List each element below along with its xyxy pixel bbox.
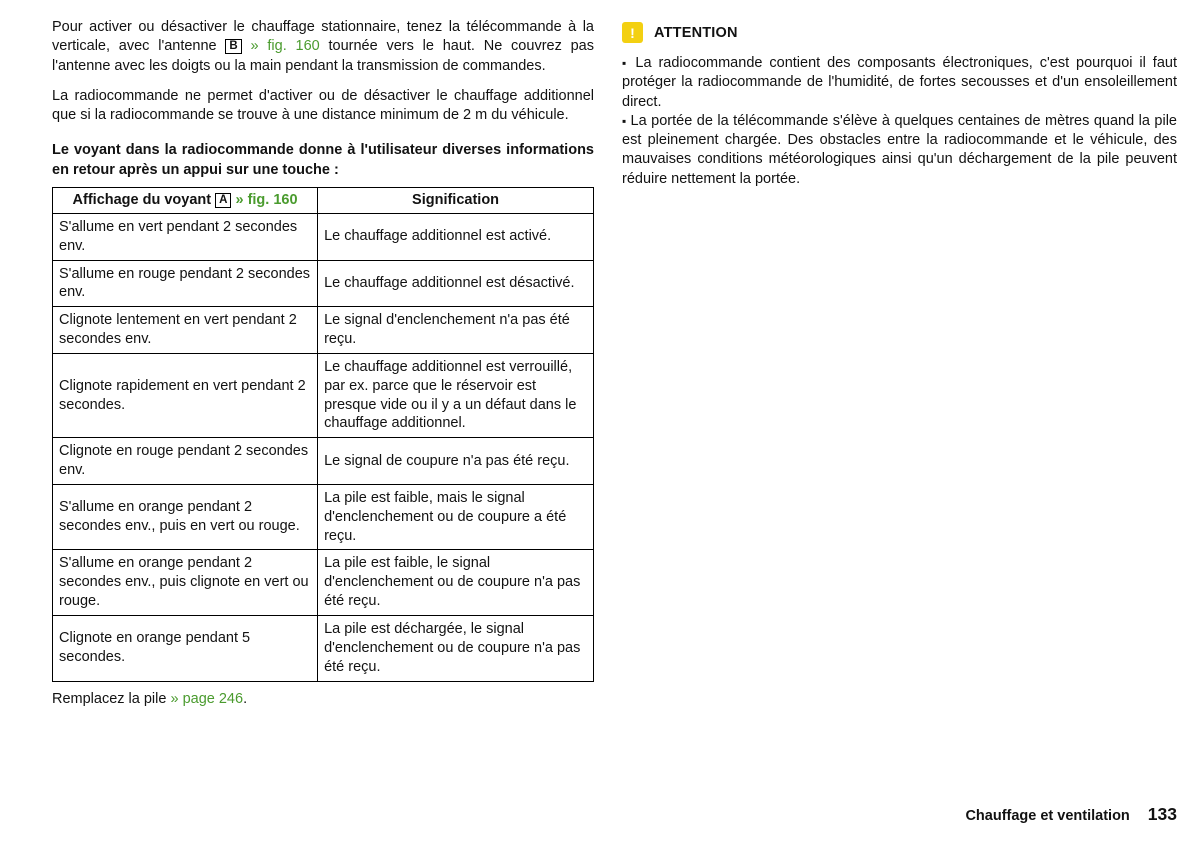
cell-display: Clignote rapidement en vert pendant 2 secondes. xyxy=(53,353,318,437)
attention-item: ▪ La portée de la télécommande s'élève à quelques centaines de mètres quand la pile est pleinement chargée. Des obstacles entre la radiocommande et le véhicule, des mauvaises conditions météorologiques ainsi qu'un déchargement de la pile peuvent réduire nettement la portée. xyxy=(622,112,1177,189)
cell-meaning: Le chauffage additionnel est activé. xyxy=(318,213,594,260)
cell-meaning: Le signal d'enclenchement n'a pas été reçu. xyxy=(318,307,594,354)
note-text: . xyxy=(243,690,248,707)
table-row xyxy=(53,307,594,354)
cell-meaning: La pile est faible, mais le signal d'enclenchement ou de coupure a été reçu. xyxy=(318,484,594,550)
ref-letter-a-badge: A xyxy=(215,193,231,208)
cell-display: S'allume en rouge pendant 2 secondes env. xyxy=(53,260,318,307)
attention-title: ATTENTION xyxy=(654,24,738,41)
table-row xyxy=(53,213,594,260)
table-header-meaning: Signification xyxy=(318,187,594,213)
cell-display: Clignote lentement en vert pendant 2 secondes env. xyxy=(53,307,318,354)
two-column-layout xyxy=(52,18,1177,707)
left-column xyxy=(52,18,594,707)
attention-item: ▪ La radiocommande contient des composants électroniques, c'est pourquoi il faut protéger la radiocommande de l'humidité, de fortes secousses et d'un ensoleillement direct. xyxy=(622,54,1177,112)
table-header-row xyxy=(53,187,594,213)
paragraph-remote-orientation xyxy=(52,18,594,76)
note-text: Remplacez la pile xyxy=(52,690,171,707)
paragraph-text: Pour activer ou désactiver le chauffage stationnaire, tenez la télécommande à la verticale, avec l'antenne xyxy=(52,19,594,55)
cell-display: Clignote en rouge pendant 2 secondes env. xyxy=(53,438,318,485)
table-header-display xyxy=(53,187,318,213)
table-row xyxy=(53,616,594,682)
cell-meaning: La pile est déchargée, le signal d'enclenchement ou de coupure n'a pas été reçu. xyxy=(318,616,594,682)
cell-display: S'allume en orange pendant 2 secondes env., puis clignote en vert ou rouge. xyxy=(53,550,318,616)
table-row xyxy=(53,260,594,307)
page-number: 133 xyxy=(1147,804,1177,824)
ref-letter-b-badge: B xyxy=(225,39,241,54)
replace-battery-note xyxy=(52,691,594,707)
paragraph-distance: La radiocommande ne permet d'activer ou de désactiver le chauffage additionnel que si la radiocommande se trouve à une distance minimum de 2 m du véhicule. xyxy=(52,87,594,124)
cell-display: Clignote en orange pendant 5 secondes. xyxy=(53,616,318,682)
paragraph-text: tournée vers le haut. Ne couvrez pas l'antenne avec les doigts ou la main pendant la transmission de commandes. xyxy=(52,38,594,74)
table-row xyxy=(53,438,594,485)
footer-section-title: Chauffage et ventilation xyxy=(965,808,1130,824)
cell-display: S'allume en orange pendant 2 secondes env., puis en vert ou rouge. xyxy=(53,484,318,550)
exclamation-glyph: ! xyxy=(630,24,635,41)
page-246-link[interactable]: » page 246 xyxy=(170,690,244,707)
cell-meaning: Le chauffage additionnel est désactivé. xyxy=(318,260,594,307)
indicator-table xyxy=(52,187,594,682)
attention-header xyxy=(622,22,1177,43)
page-footer xyxy=(965,804,1177,825)
table-row xyxy=(53,353,594,437)
header-text: Affichage du voyant xyxy=(72,191,216,208)
table-row xyxy=(53,484,594,550)
fig-160-link[interactable]: » fig. 160 xyxy=(235,191,298,208)
attention-list xyxy=(622,54,1177,189)
attention-section xyxy=(622,18,1177,189)
warning-icon xyxy=(622,22,643,43)
right-column xyxy=(622,18,1177,189)
table-intro: Le voyant dans la radiocommande donne à l'utilisateur diverses informations en retour après un appui sur une touche : xyxy=(52,142,594,178)
cell-meaning: Le signal de coupure n'a pas été reçu. xyxy=(318,438,594,485)
fig-160-link[interactable]: » fig. 160 xyxy=(250,38,320,55)
cell-meaning: La pile est faible, le signal d'enclenchement ou de coupure n'a pas été reçu. xyxy=(318,550,594,616)
table-row xyxy=(53,550,594,616)
cell-display: S'allume en vert pendant 2 secondes env. xyxy=(53,213,318,260)
cell-meaning: Le chauffage additionnel est verrouillé, par ex. parce que le réservoir est presque vide ou il y a un défaut dans le chauffage additionnel. xyxy=(318,353,594,437)
